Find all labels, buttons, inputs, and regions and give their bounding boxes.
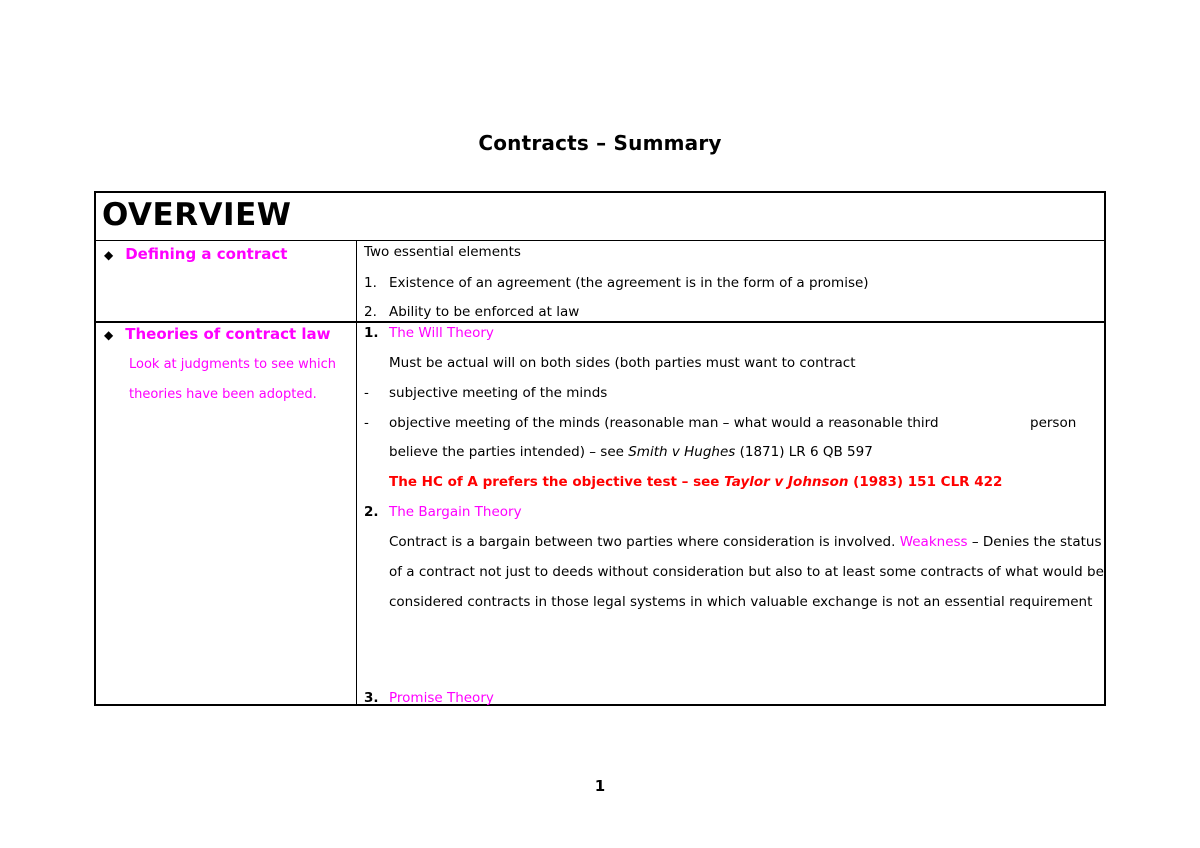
diamond-bullet-icon: ◆ bbox=[104, 328, 114, 342]
defining-contract-label: ◆ Defining a contract bbox=[104, 245, 288, 263]
will-theory-dash-2: - objective meeting of the minds (reasonable man – what would a reasonable third bbox=[364, 415, 939, 431]
row-divider bbox=[96, 321, 1104, 323]
defining-item-2: 2. Ability to be enforced at law bbox=[364, 304, 580, 320]
defining-intro: Two essential elements bbox=[364, 244, 521, 260]
will-theory-heading: 1. The Will Theory bbox=[364, 325, 494, 341]
theories-label: ◆ Theories of contract law bbox=[104, 325, 331, 343]
overview-header-row bbox=[96, 193, 1104, 241]
document-title: Contracts – Summary bbox=[478, 131, 722, 155]
bargain-theory-line-3: considered contracts in those legal systems in which valuable exchange is not an essential requirement bbox=[389, 594, 1093, 610]
promise-theory-heading: 3. Promise Theory bbox=[364, 690, 494, 706]
page-number: 1 bbox=[594, 777, 606, 795]
will-theory-dash-1: - subjective meeting of the minds bbox=[364, 385, 608, 401]
theories-note-line-2: theories have been adopted. bbox=[129, 387, 317, 402]
theories-note bbox=[129, 350, 336, 410]
will-theory-case-line: believe the parties intended) – see Smith v Hughes (1871) LR 6 QB 597 bbox=[389, 444, 873, 460]
overview-heading: OVERVIEW bbox=[102, 197, 292, 233]
will-theory-dash-2-tail: person bbox=[1030, 415, 1077, 431]
bargain-theory-line-2: of a contract not just to deeds without consideration but also to at least some contracts of what would be bbox=[389, 564, 1104, 580]
bargain-theory-line-1: Contract is a bargain between two parties where consideration is involved. Weakness – Denies the status bbox=[389, 534, 1102, 550]
will-theory-hca-line: The HC of A prefers the objective test – see Taylor v Johnson (1983) 151 CLR 422 bbox=[389, 474, 1003, 490]
will-theory-line-1: Must be actual will on both sides (both parties must want to contract bbox=[389, 355, 856, 371]
bargain-theory-heading: 2. The Bargain Theory bbox=[364, 504, 522, 520]
defining-item-1: 1. Existence of an agreement (the agreement is in the form of a promise) bbox=[364, 275, 869, 291]
diamond-bullet-icon: ◆ bbox=[104, 248, 114, 262]
theories-note-line-1: Look at judgments to see which bbox=[129, 357, 336, 372]
overview-table bbox=[94, 191, 1106, 706]
column-divider bbox=[356, 241, 357, 706]
